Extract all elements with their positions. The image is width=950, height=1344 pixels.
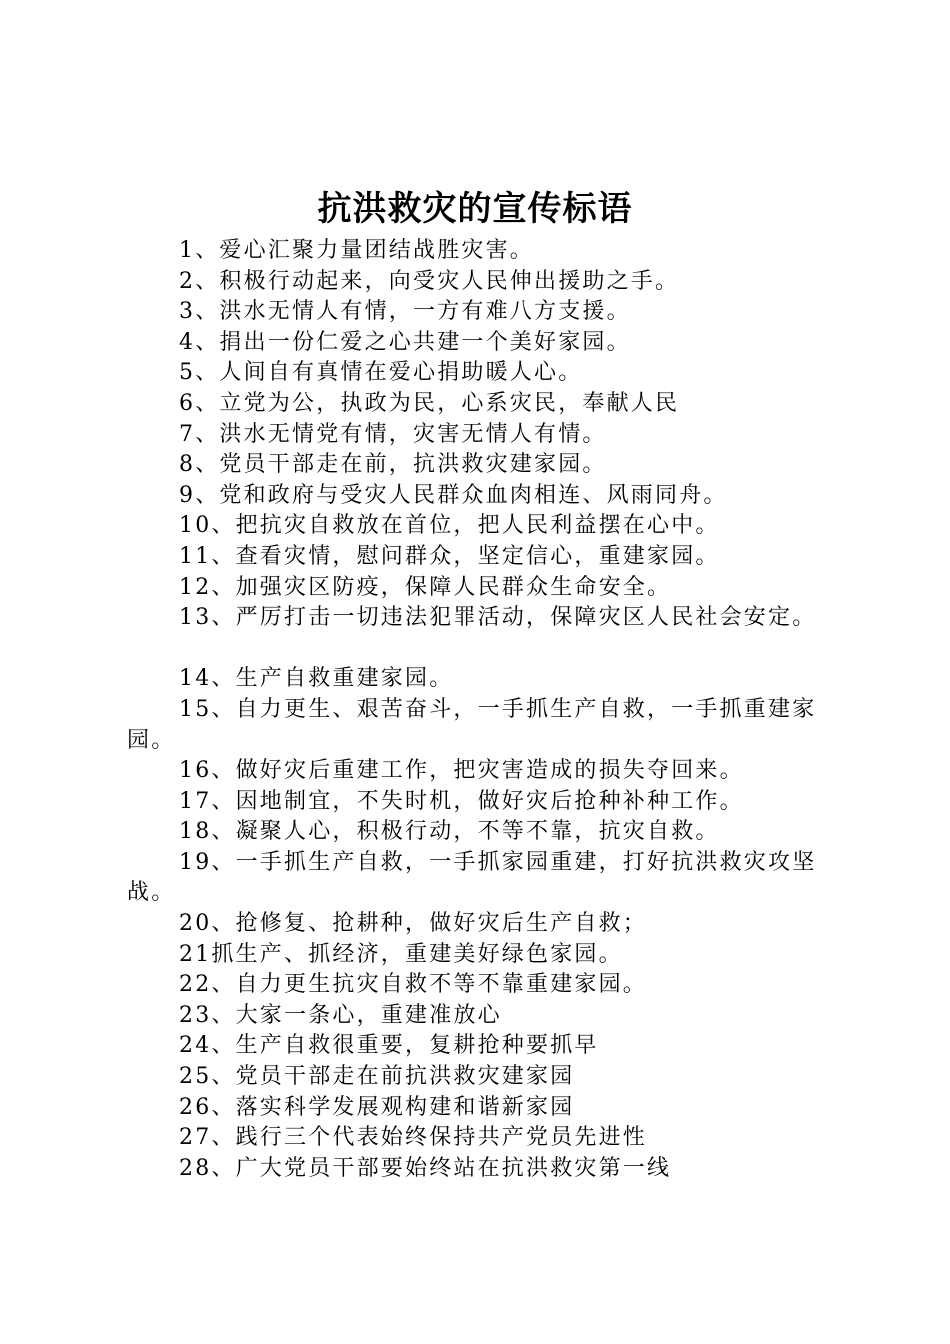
slogan-item: 21抓生产、抓经济，重建美好绿色家园。 (179, 941, 623, 967)
slogan-item: 10、把抗灾自救放在首位，把人民利益摆在心中。 (179, 513, 720, 539)
slogan-item: 6、立党为公，执政为民，心系灾民，奉献人民 (179, 390, 680, 416)
slogan-item: 20、抢修复、抢耕种，做好灾后生产自救； (179, 911, 647, 937)
slogan-item: 12、加强灾区防疫，保障人民群众生命安全。 (179, 574, 672, 600)
slogan-item: 23、大家一条心，重建准放心 (179, 1002, 502, 1028)
document-title: 抗洪救灾的宣传标语 (317, 189, 633, 229)
slogan-item: 4、捐出一份仁爱之心共建一个美好家园。 (179, 329, 631, 355)
slogan-item: 3、洪水无情人有情，一方有难八方支援。 (179, 299, 631, 325)
slogan-item: 15、自力更生、艰苦奋斗，一手抓生产自救，一手抓重建家园。 (127, 696, 817, 753)
slogan-item: 8、党员干部走在前，抗洪救灾建家园。 (179, 452, 607, 478)
slogan-item: 14、生产自救重建家园。 (179, 666, 454, 692)
slogan-item: 28、广大党员干部要始终站在抗洪救灾第一线 (179, 1155, 672, 1181)
slogan-item: 2、积极行动起来，向受灾人民伸出援助之手。 (179, 268, 680, 294)
slogan-item: 5、人间自有真情在爱心捐助暖人心。 (179, 360, 583, 386)
slogan-item: 24、生产自救很重要，复耕抢种要抓早 (179, 1033, 599, 1059)
slogan-item: 27、践行三个代表始终保持共产党员先进性 (179, 1125, 647, 1151)
slogan-list (127, 236, 847, 1184)
slogan-item: 18、凝聚人心，积极行动，不等不靠，抗灾自救。 (179, 819, 720, 845)
slogan-item: 7、洪水无情党有情，灾害无情人有情。 (179, 421, 607, 447)
slogan-item: 26、落实科学发展观构建和谐新家园 (179, 1094, 575, 1120)
slogan-item: 22、自力更生抗灾自救不等不靠重建家园。 (179, 972, 647, 998)
slogan-item: 19、一手抓生产自救，一手抓家园重建，打好抗洪救灾攻坚战。 (127, 849, 817, 906)
blank-line (127, 634, 847, 665)
slogan-item: 16、做好灾后重建工作，把灾害造成的损失夺回来。 (179, 758, 744, 784)
slogan-item: 17、因地制宜，不失时机，做好灾后抢种补种工作。 (179, 788, 744, 814)
slogan-item: 13、严厉打击一切违法犯罪活动，保障灾区人民社会安定。 (179, 605, 817, 631)
slogan-item: 1、爱心汇聚力量团结战胜灾害。 (179, 238, 534, 263)
slogan-item: 11、查看灾情，慰问群众，坚定信心，重建家园。 (179, 543, 720, 569)
slogan-item: 25、党员干部走在前抗洪救灾建家园 (179, 1064, 575, 1090)
slogan-item: 9、党和政府与受灾人民群众血肉相连、风雨同舟。 (179, 482, 728, 508)
